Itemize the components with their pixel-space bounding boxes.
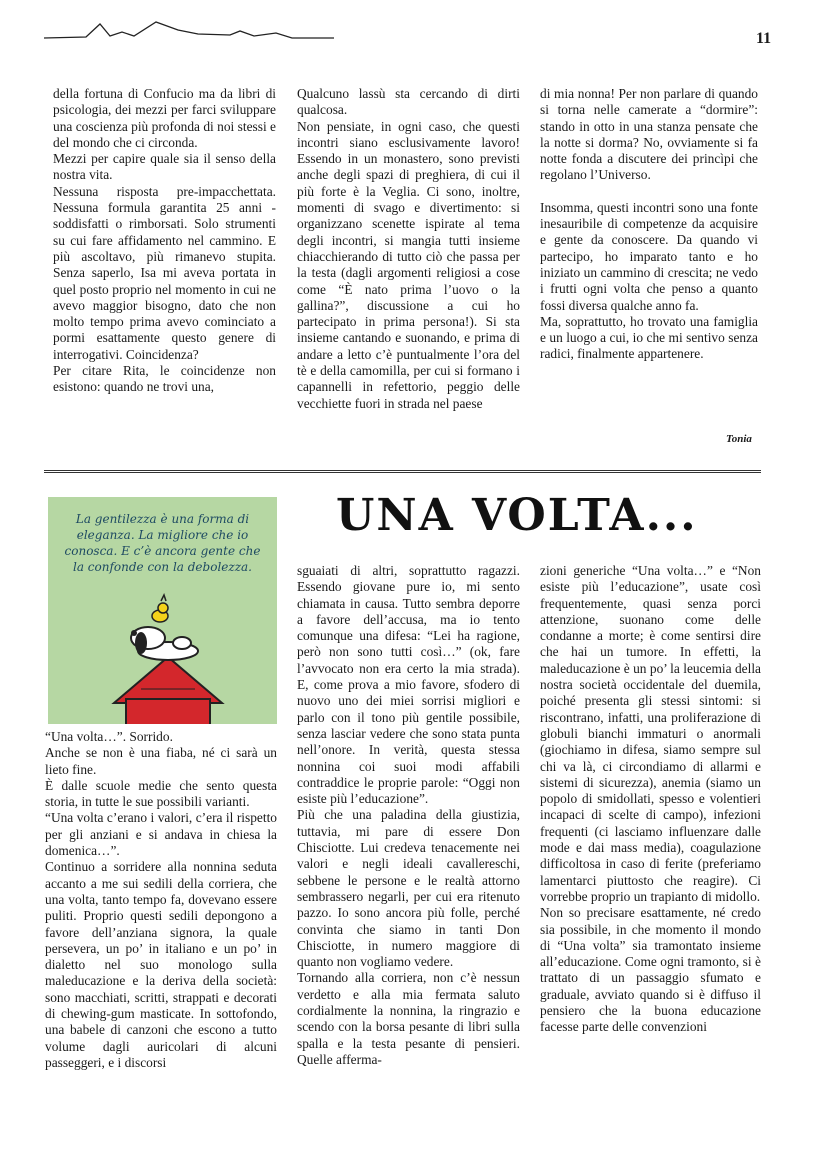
paragraph: Ma, soprattutto, ho trovato una famiglia e un luogo a cui, io che mi sentivo senza radici, finalmente appartenere. <box>540 313 758 362</box>
top-article-column-2 <box>297 86 520 412</box>
page-number: 11 <box>756 30 772 47</box>
article-column-1 <box>45 729 277 1071</box>
paragraph: Non so precisare esattamente, né credo sia possibile, in che momento il mondo di “Una volta” sia tramontato insieme all’educazione. Come ogni tramonto, si è trattato di un passaggio sfumato e graduale, avviato quando si è diffuso il pensiero che la buona educazione facesse parte delle convenzioni <box>540 905 761 1035</box>
paragraph: “Una volta c’erano i valori, c’era il rispetto per gli anziani e si andava in chiesa la domenica…”. <box>45 810 277 859</box>
paragraph: di mia nonna! Per non parlare di quando si torna nelle camerate a “dormire”: stando in otto in una stanza pensate che la notte si dorma? No, ovviamente si fa notte fonda a discutere dei princìpi che regolano l’Universo. <box>540 86 758 183</box>
paragraph: Insomma, questi incontri sono una fonte inesauribile di competenze da acquisire e gente da conoscere. Da quando vi partecipo, ho imparato tanto e ho iniziato un cammino di crescita; ne vedo i frutti ogni volta che penso a quanto fossi diversa qualche anno fa. <box>540 199 758 313</box>
paragraph: zioni generiche “Una volta…” e “Non esiste più l’educazione”, usate così frequentemente, quasi senza porci attenzione, suonano come delle condanne a morte; è come sentirsi dire che hai un tumore. In effetti, la maleducazione è un po’ la leucemia della nostra società occidentale del duemila, poiché presenta gli stessi sintomi: si riscontrano, infatti, una proliferazione di globuli bianchi immaturi o anormali (giochiamo in difesa, siamo sempre sul chi va là, ci circondiamo di allarmi e sistemi di sicurezza), anemia (siamo un popolo di smidollati, spesso e volentieri incapaci di scelte di campo), infezioni frequenti (ci lasciamo influenzare dalle mode e dai mass media), coagulazione difficoltosa in caso di ferite (preferiamo lamentarci piuttosto che reagire). Ci vorrebbe proprio un trapianto di midollo. <box>540 563 761 904</box>
paragraph: Continuo a sorridere alla nonnina seduta accanto a me sui sedili della corriera, che una volta, tanto tempo fa, dovevano essere puliti. Proprio questi sedili depongono a favore dell’anziana signora, la quale persevera, un po’ in italiano e un po’ in dialetto nel suo monologo sulla maleducazione e la deriva della società: sono macchiati, scritti, strappati e decorati di chewing-gum masticate. In sottofondo, una babele di canzoni che escono a tutto volume dagli auricolari di alcuni passeggeri, e i discorsi <box>45 859 277 1070</box>
paragraph: sguaiati di altri, soprattutto ragazzi. Essendo giovane pure io, mi sento chiamata in causa. Tutto sembra deporre a favore dell’accusa, ma io tento comunque una difesa: “Lei ha ragione, però non sono tutti così…” (ok, fare l’avvocato non era certo la mia strada). E, come prova a mio favore, sfodero di nuovo uno dei miei sorrisi migliori e parlo con il tono più gentile possibile, senza lasciar vedere che sono stata punta nell’onore. In verità, questa stessa nonnina coi suoi modi affabili contraddice le proprie parole: “Oggi non esiste più l’educazione”. <box>297 563 520 807</box>
article-column-3 <box>540 563 761 1036</box>
top-article-column-1 <box>53 86 276 396</box>
snoopy-quote-cartoon <box>48 497 277 724</box>
paragraph: Qualcuno lassù sta cercando di dirti qualcosa. <box>297 86 520 118</box>
author-signature: Tonia <box>726 433 752 445</box>
paragraph: Mezzi per capire quale sia il senso della nostra vita. <box>53 151 276 183</box>
paragraph: della fortuna di Confucio ma da libri di psicologia, dei mezzi per farci sviluppare una coscienza più profonda di noi stessi e del mondo che ci circonda. <box>53 86 276 150</box>
snoopy-doghouse-illustration <box>48 497 277 724</box>
paragraph: Nessuna risposta pre-impacchettata. Nessuna formula garantita 25 anni - soddisfatti o rimborsati. Solo strumenti su cui fare affidamento nel cammino. E più ascoltavo, più rimanevo stupita. Senza saperlo, Isa mi aveva portata in quel posto proprio nel momento in cui ne avevo maggior bisogno, dato che non molto tempo prima avevo cominciato a pormi esattamente questo genere di interrogativi. Coincidenza? <box>53 183 276 362</box>
article-column-2 <box>297 563 520 1068</box>
top-article-column-3 <box>540 86 758 363</box>
paragraph: Tornando alla corriera, non c’è nessun verdetto e alla mia fermata saluto cordialmente la nonnina, la ringrazio e scendo con la borsa pesante di libri sulla spalla e la testa pesante di pensieri. Quelle afferma- <box>297 970 520 1067</box>
mountain-skyline-icon <box>44 18 334 42</box>
paragraph: È dalle scuole medie che sento questa storia, in tutte le sue possibili varianti. <box>45 777 277 810</box>
paragraph: Per citare Rita, le coincidenze non esistono: quando ne trovi una, <box>53 363 276 395</box>
article-title: UNA VOLTA... <box>336 490 698 541</box>
paragraph: Non pensiate, in ogni caso, che questi incontri siano esclusivamente lavoro! Essendo in un monastero, sono previsti anche degli spazi di preghiera, di cui il più forte è la Veglia. Ci sono, inoltre, momenti di svago e divertimento: si organizzano scenette ispirate al tema degli incontri, si mangia tutti insieme chiacchierando di tutto ciò che passa per la testa (dagli argomenti religiosi a cose come “È nato prima l’uovo o la gallina?”, discussione a cui ho partecipato in prima persona!). Si sta insieme cantando e suonando, e prima di andare a letto c’è puntualmente l’ora del tè e della camomilla, per cui si formano i capannelli in refettorio, peggio delle vecchiette fuori in strada nel paese <box>297 118 520 411</box>
cartoon-quote-text: La gentilezza è una forma di eleganza. La migliore che io conosca. E c’è ancora gente che la confonde con la debolezza. <box>64 512 261 574</box>
paragraph: “Una volta…”. Sorrido. <box>45 729 173 744</box>
paragraph: Più che una paladina della giustizia, tuttavia, mi pare di essere Don Chisciotte. Lui credeva tenacemente nei valori e negli ideali cavallereschi, sebbene le persone e le realtà attorno sembrassero negarli, per cui era ritenuto pazzo. Io sono ancora più folle, perché convinta che siamo in tanti Don Chisciotte, in numero maggiore di quanto non vogliamo vedere. <box>297 807 520 970</box>
section-divider <box>44 470 761 473</box>
paragraph: Anche se non è una fiaba, né ci sarà un lieto fine. <box>45 745 277 777</box>
